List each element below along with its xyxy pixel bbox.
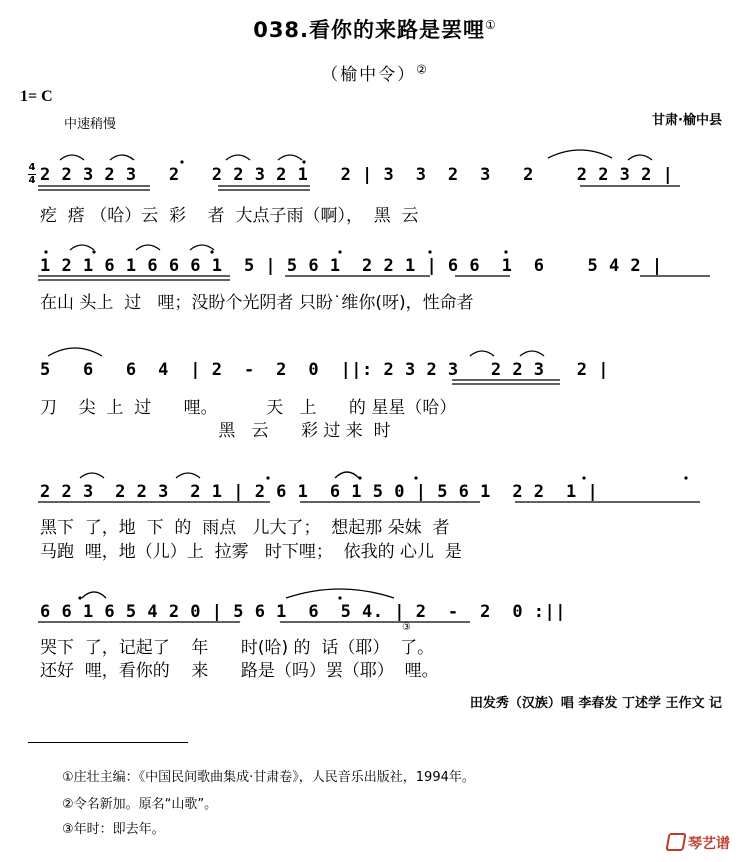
high-octave-dot bbox=[78, 596, 81, 599]
notation-row-4: 2 2 3 2 2 3 2 1 | 2 6 1 6 1 5 0 | 5 6 1 2 2 1 | bbox=[40, 482, 599, 502]
region-label: 甘肃·榆中县 bbox=[652, 113, 722, 128]
song-title bbox=[0, 14, 750, 44]
lyric-row-3-verse-1: 刀 尖 上 过 哩。 天 上 的 星星（哈） bbox=[40, 398, 457, 418]
footnote-2: ②令名新加。原名“山歌”。 bbox=[62, 797, 218, 812]
tempo-marking: 中速稍慢 bbox=[64, 117, 117, 132]
lyric-row-5-verse-2: 还好 哩，看你的 来 路是（吗）罢（耶） 哩。 bbox=[40, 661, 439, 681]
high-octave-dot bbox=[302, 160, 305, 163]
high-octave-dot bbox=[44, 250, 47, 253]
high-octave-dot bbox=[338, 250, 341, 253]
footnote-divider bbox=[28, 742, 188, 743]
slur bbox=[286, 589, 394, 598]
slur bbox=[80, 473, 104, 478]
high-octave-dot bbox=[684, 476, 687, 479]
footnote-3: ③年时：即去年。 bbox=[62, 822, 165, 837]
slur bbox=[520, 351, 544, 356]
title-text: 038.看你的来路是罢哩 bbox=[253, 18, 486, 42]
high-octave-dot bbox=[582, 476, 585, 479]
slur bbox=[60, 155, 84, 160]
high-octave-dot bbox=[414, 476, 417, 479]
lyric-row-4-verse-2: 马跑 哩，地（儿）上 拉雾 时下哩； 依我的 心儿 是 bbox=[40, 542, 462, 562]
slur bbox=[136, 245, 160, 250]
subtitle-footnote-mark: ② bbox=[416, 62, 429, 77]
slur bbox=[110, 155, 134, 160]
lyric-row-4-verse-1: 黑下 了，地 下 的 雨点 儿大了； 想起那 朵妹 者 bbox=[40, 518, 450, 538]
meter-bottom: 4 bbox=[28, 175, 36, 186]
high-octave-dot bbox=[210, 250, 213, 253]
high-octave-dot bbox=[266, 476, 269, 479]
notation-row-3: 5 6 6 4 | 2 - 2 0 ||: 2 3 2 3 2 2 3 2 | bbox=[40, 360, 609, 380]
lyric-row-1-verse-1: 疙 瘩 （哈）云 彩 者 大点子雨（啊）， 黑 云 bbox=[40, 206, 419, 226]
time-signature bbox=[28, 163, 36, 186]
lyric-row-2-verse-1: 在山 头上 过 哩；没盼个光阴者 只盼˙维你(呀)，性命者 bbox=[40, 293, 474, 313]
high-octave-dot bbox=[180, 160, 183, 163]
high-octave-dot bbox=[504, 250, 507, 253]
slur bbox=[335, 472, 359, 478]
meter-top: 4 bbox=[28, 162, 36, 173]
logo-text: 琴艺谱 bbox=[688, 836, 730, 852]
slur bbox=[70, 245, 94, 250]
notation-row-5: 6 6 1 6 5 4 2 0 | 5 6 1 6 5 4. | 2 - 2 0 :|| bbox=[40, 602, 567, 622]
slur bbox=[548, 150, 612, 158]
logo-icon bbox=[665, 833, 686, 851]
slur bbox=[226, 155, 250, 160]
slur bbox=[190, 245, 214, 250]
slur bbox=[470, 351, 494, 356]
high-octave-dot bbox=[428, 250, 431, 253]
high-octave-dot bbox=[92, 250, 95, 253]
subtitle-text: （榆中令） bbox=[321, 65, 417, 85]
lyric-row-3-verse-2: 黑 云 彩 过 来 时 bbox=[40, 421, 391, 441]
key-signature: 1= C bbox=[20, 88, 53, 105]
slur bbox=[48, 348, 102, 356]
slur bbox=[176, 473, 200, 478]
high-octave-dot bbox=[338, 596, 341, 599]
title-footnote-mark: ① bbox=[485, 18, 497, 32]
song-subtitle bbox=[0, 60, 750, 85]
notation-row-2: 1 2 1 6 1 6 6 6 1 5 | 5 6 1 2 2 1 | 6 6 1 6 5 4 2 | bbox=[40, 256, 663, 276]
high-octave-dot bbox=[358, 476, 361, 479]
footnote-1: ①庄壮主编：《中国民间歌曲集成·甘肃卷》，人民音乐出版社，1994年。 bbox=[62, 770, 475, 785]
lyric-footnote-mark: ③ bbox=[402, 622, 411, 633]
slur bbox=[278, 155, 302, 160]
slur bbox=[82, 592, 106, 598]
performer-credit: 田发秀（汉族）唱 李春发 丁述学 王作文 记 bbox=[469, 696, 722, 711]
notation-row-1: 2 2 3 2 3 2 2 2 3 2 1 2 | 3 3 2 3 2 2 2 3 2 | bbox=[40, 165, 674, 185]
slur bbox=[628, 155, 652, 160]
lyric-row-5-verse-1: 哭下 了，记起了 年 时(哈) 的 话（耶） 了。 bbox=[40, 638, 435, 658]
watermark-logo bbox=[667, 833, 730, 853]
